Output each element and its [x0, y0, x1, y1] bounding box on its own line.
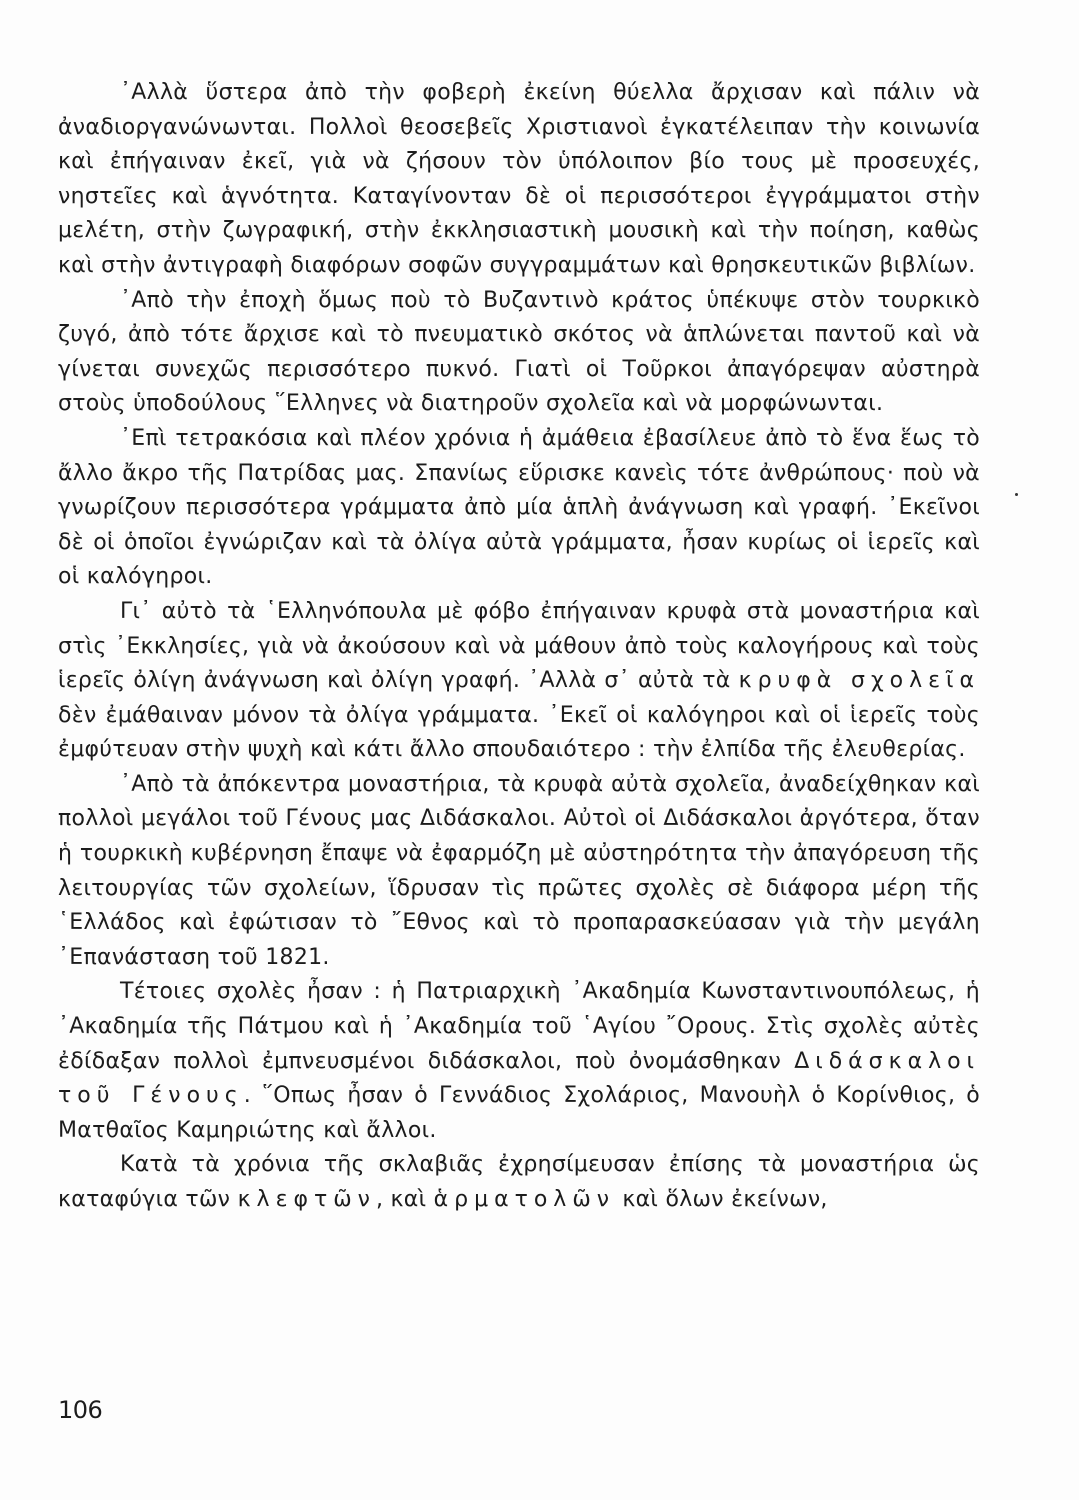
paragraph-7-part-3: καὶ ὅλων ἐκείνων, — [615, 1187, 828, 1212]
paragraph-6-part-2: . ῞Οπως ἦσαν ὁ Γεννάδιος Σχολάριος, Μανουὴλ ὁ Κορίνθιος, ὁ Ματθαῖος Καμηριώτης καὶ ἄλλοι. — [58, 1083, 981, 1143]
paragraph-3: ᾿Επὶ τετρακόσια καὶ πλέον χρόνια ἡ ἀμάθεια ἐβασίλευε ἀπὸ τὸ ἕνα ἕως τὸ ἄλλο ἄκρο τῆς Πατρίδας μας. Σπανίως εὕρισκε κανεὶς τότε ἀνθρώπους· ποὺ νὰ γνωρίζουν περισσότερα γράμματα ἀπὸ μία ἁπλὴ ἀνάγνωση καὶ γραφή. ᾿Εκεῖνοι δὲ οἱ ὁποῖοι ἐγνώριζαν καὶ τὰ ὀλίγα αὐτὰ γράμματα, ἦσαν κυρίως οἱ ἱερεῖς καὶ οἱ καλόγηροι. — [58, 425, 980, 590]
body-text — [58, 76, 980, 1218]
paragraph-7-part-2: , καὶ — [375, 1187, 434, 1212]
paragraph-2: ᾿Απὸ τὴν ἐποχὴ ὅμως ποὺ τὸ Βυζαντινὸ κράτος ὑπέκυψε στὸν τουρκικὸ ζυγό, ἀπὸ τότε ἄρχισε καὶ τὸ πνευματικὸ σκότος νὰ ἁπλώνεται παντοῦ καὶ νὰ γίνεται συνεχῶς περισσότερο πυκνό. Γιατὶ οἱ Τοῦρκοι ἀπαγόρεψαν αὐστηρὰ στοὺς ὑποδούλους ῞Ελληνες νὰ διατηροῦν σχολεῖα καὶ νὰ μορφώνωνται. — [58, 287, 980, 417]
print-speck — [1015, 493, 1018, 496]
paragraph-6-part-1: Τέτοιες σχολὲς ἦσαν : ἡ Πατριαρχικὴ ᾿Ακαδημία Κωνσταντινουπόλεως, ἡ ᾿Ακαδημία τῆς Πάτμου καὶ ἡ ᾿Ακαδημία τοῦ ῾Αγίου ῎Ορους. Στὶς σχολὲς αὐτὲς ἐδίδαξαν πολλοὶ ἐμπνευσμένοι διδάσκαλοι, ποὺ ὀνομάσθηκαν — [58, 979, 980, 1074]
paragraph-7 — [58, 1148, 980, 1217]
paragraph-4-part-2: δὲν ἐμάθαιναν μόνον τὰ ὀλίγα γράμματα. ᾿Εκεῖ οἱ καλόγηροι καὶ οἱ ἱερεῖς τοὺς ἐμφύτευαν στὴν ψυχὴ καὶ κάτι ἄλλο σπουδαιότερο : τὴν ἐλπίδα τῆς ἐλευθερίας. — [58, 702, 980, 763]
paragraph-4-part-1: Γι᾿ αὐτὸ τὰ ῾Ελληνόπουλα μὲ φόβο ἐπήγαιναν κρυφὰ στὰ μοναστήρια καὶ στὶς ᾿Εκκλησίες, γιὰ νὰ ἀκούσουν καὶ νὰ μάθουν ἀπὸ τοὺς καλογήρους καὶ τοὺς ἱερεῖς ὀλίγη ἀνάγνωση καὶ ὀλίγη γραφή. ᾿Αλλὰ σ᾿ αὐτὰ τὰ — [58, 598, 980, 694]
paragraph-4 — [58, 595, 980, 768]
spaced-term-kryfa-scholeia: κρυφὰ σχολεῖα — [738, 668, 980, 694]
spaced-term-didaskaloi-tou-genous: Διδάσκαλοι τοῦ Γένους — [58, 1048, 980, 1109]
paragraph-5: ᾿Απὸ τὰ ἀπόκεντρα μοναστήρια, τὰ κρυφὰ αὐτὰ σχολεῖα, ἀναδείχθηκαν καὶ πολλοὶ μεγάλοι τοῦ Γένους μας Διδάσκαλοι. Αὐτοὶ οἱ Διδάσκαλοι ἀργότερα, ὅταν ἡ τουρκικὴ κυβέρνηση ἔπαψε νὰ ἐφαρμόζη μὲ αὐστηρότητα τὴν ἀπαγόρευση τῆς λειτουργίας τῶν σχολείων, ἵδρυσαν τὶς πρῶτες σχολὲς σὲ διάφορα μέρη τῆς ῾Ελλάδος καὶ ἐφώτισαν τὸ ῎Εθνος καὶ τὸ προπαρασκεύασαν γιὰ τὴν μεγάλη ᾿Επανάσταση τοῦ 1821. — [58, 771, 980, 970]
paragraph-1: ᾿Αλλὰ ὕστερα ἀπὸ τὴν φοβερὴ ἐκείνη θύελλα ἄρχισαν καὶ πάλιν νὰ ἀναδιοργανώνωνται. Πολλοὶ θεοσεβεῖς Χριστιανοὶ ἐγκατέλειπαν τὴν κοινωνία καὶ ἐπήγαιναν ἐκεῖ, γιὰ νὰ ζήσουν τὸν ὑπόλοιπον βίο τους μὲ προσευχές, νηστεῖες καὶ ἁγνότητα. Καταγίνονταν δὲ οἱ περισσότεροι ἐγγράμματοι στὴν μελέτη, στὴν ζωγραφική, στὴν ἐκκλησιαστικὴ μουσικὴ καὶ τὴν ποίηση, καθὼς καὶ στὴν ἀντιγραφὴ διαφόρων σοφῶν συγγραμμάτων καὶ θρησκευτικῶν βιβλίων. — [58, 80, 980, 278]
paragraph-6 — [58, 975, 980, 1148]
page-number: 106 — [58, 1396, 103, 1424]
spaced-term-klefton: κλεφτῶν — [237, 1187, 376, 1212]
paragraph-7-part-1: Κατὰ τὰ χρόνια τῆς σκλαβιᾶς ἐχρησίμευσαν ἐπίσης τὰ μοναστήρια ὡς καταφύγια τῶν — [58, 1152, 980, 1212]
spaced-term-armatolon: ἁρματολῶν — [433, 1187, 616, 1212]
